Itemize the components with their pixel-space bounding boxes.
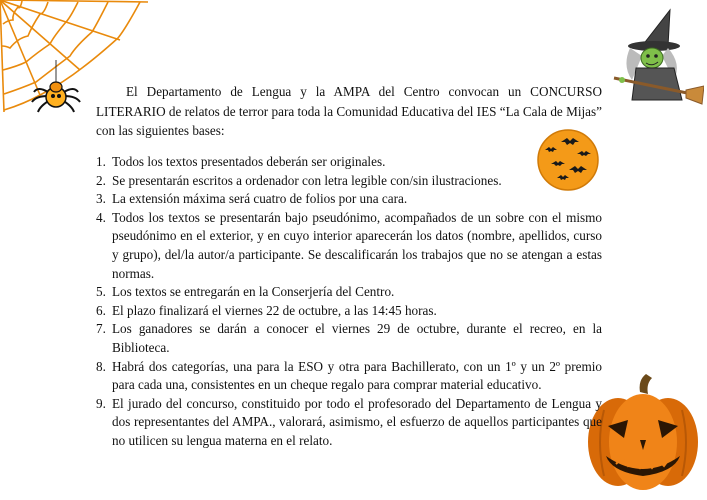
rule-item	[96, 283, 602, 302]
rule-number: 4.	[96, 209, 106, 225]
intro-paragraph: El Departamento de Lengua y la AMPA del Centro convocan un CONCURSO LITERARIO de relatos de terror para toda la Comunidad Educativa del IES “La Cala de Mijas” con las siguientes bases:	[96, 84, 602, 138]
rule-item	[96, 190, 602, 209]
rule-text: Se presentarán escritos a ordenador con letra legible con/sin ilustraciones.	[112, 172, 502, 188]
rule-text: El jurado del concurso, constituido por todo el profesorado del Departamento de Lengua y dos representantes del AMPA., valorará, asimismo, el esfuerzo de aquellos participantes que no utilicen su lengua materna en el relato.	[112, 395, 602, 448]
rule-text: Todos los textos se presentarán bajo pseudónimo, acompañados de un sobre con el mismo pseudónimo en el exterior, y en cuyo interior aparecerán los datos (nombre, apellidos, curso y grupo), del/la autor/a participante. Se descalificarán los trabajos que no se atengan a estas normas.	[112, 209, 602, 281]
rule-number: 6.	[96, 302, 106, 318]
rule-text: Todos los textos presentados deberán ser originales.	[112, 154, 386, 169]
rule-number: 7.	[96, 321, 106, 337]
witch-on-broom-icon	[612, 6, 704, 110]
rule-text: El plazo finalizará el viernes 22 de octubre, a las 14:45 horas.	[112, 302, 437, 318]
rule-number: 2.	[96, 172, 106, 188]
rule-text: Los ganadores se darán a conocer el viernes 29 de octubre, durante el recreo, en la Biblioteca.	[112, 321, 602, 355]
rule-item	[96, 209, 602, 283]
rule-number: 8.	[96, 358, 106, 374]
rule-item	[96, 153, 602, 172]
rule-number: 3.	[96, 191, 106, 207]
rule-number: 5.	[96, 284, 106, 300]
rule-item	[96, 395, 602, 451]
rule-item	[96, 172, 602, 191]
rule-number: 1.	[96, 154, 106, 169]
rule-text: Habrá dos categorías, una para la ESO y otra para Bachillerato, con un 1º y un 2º premio para cada una, consistentes en un cheque regalo para comprar material educativo.	[112, 358, 602, 393]
rule-item	[96, 320, 602, 357]
rule-text: Los textos se entregarán en la Conserjería del Centro.	[112, 284, 395, 300]
rule-item	[96, 358, 602, 395]
rule-item	[96, 302, 602, 321]
rules-list	[96, 153, 602, 451]
rule-text: La extensión máxima será cuatro de folios por una cara.	[112, 191, 408, 207]
rule-number: 9.	[96, 395, 106, 411]
spider-icon	[32, 82, 80, 112]
